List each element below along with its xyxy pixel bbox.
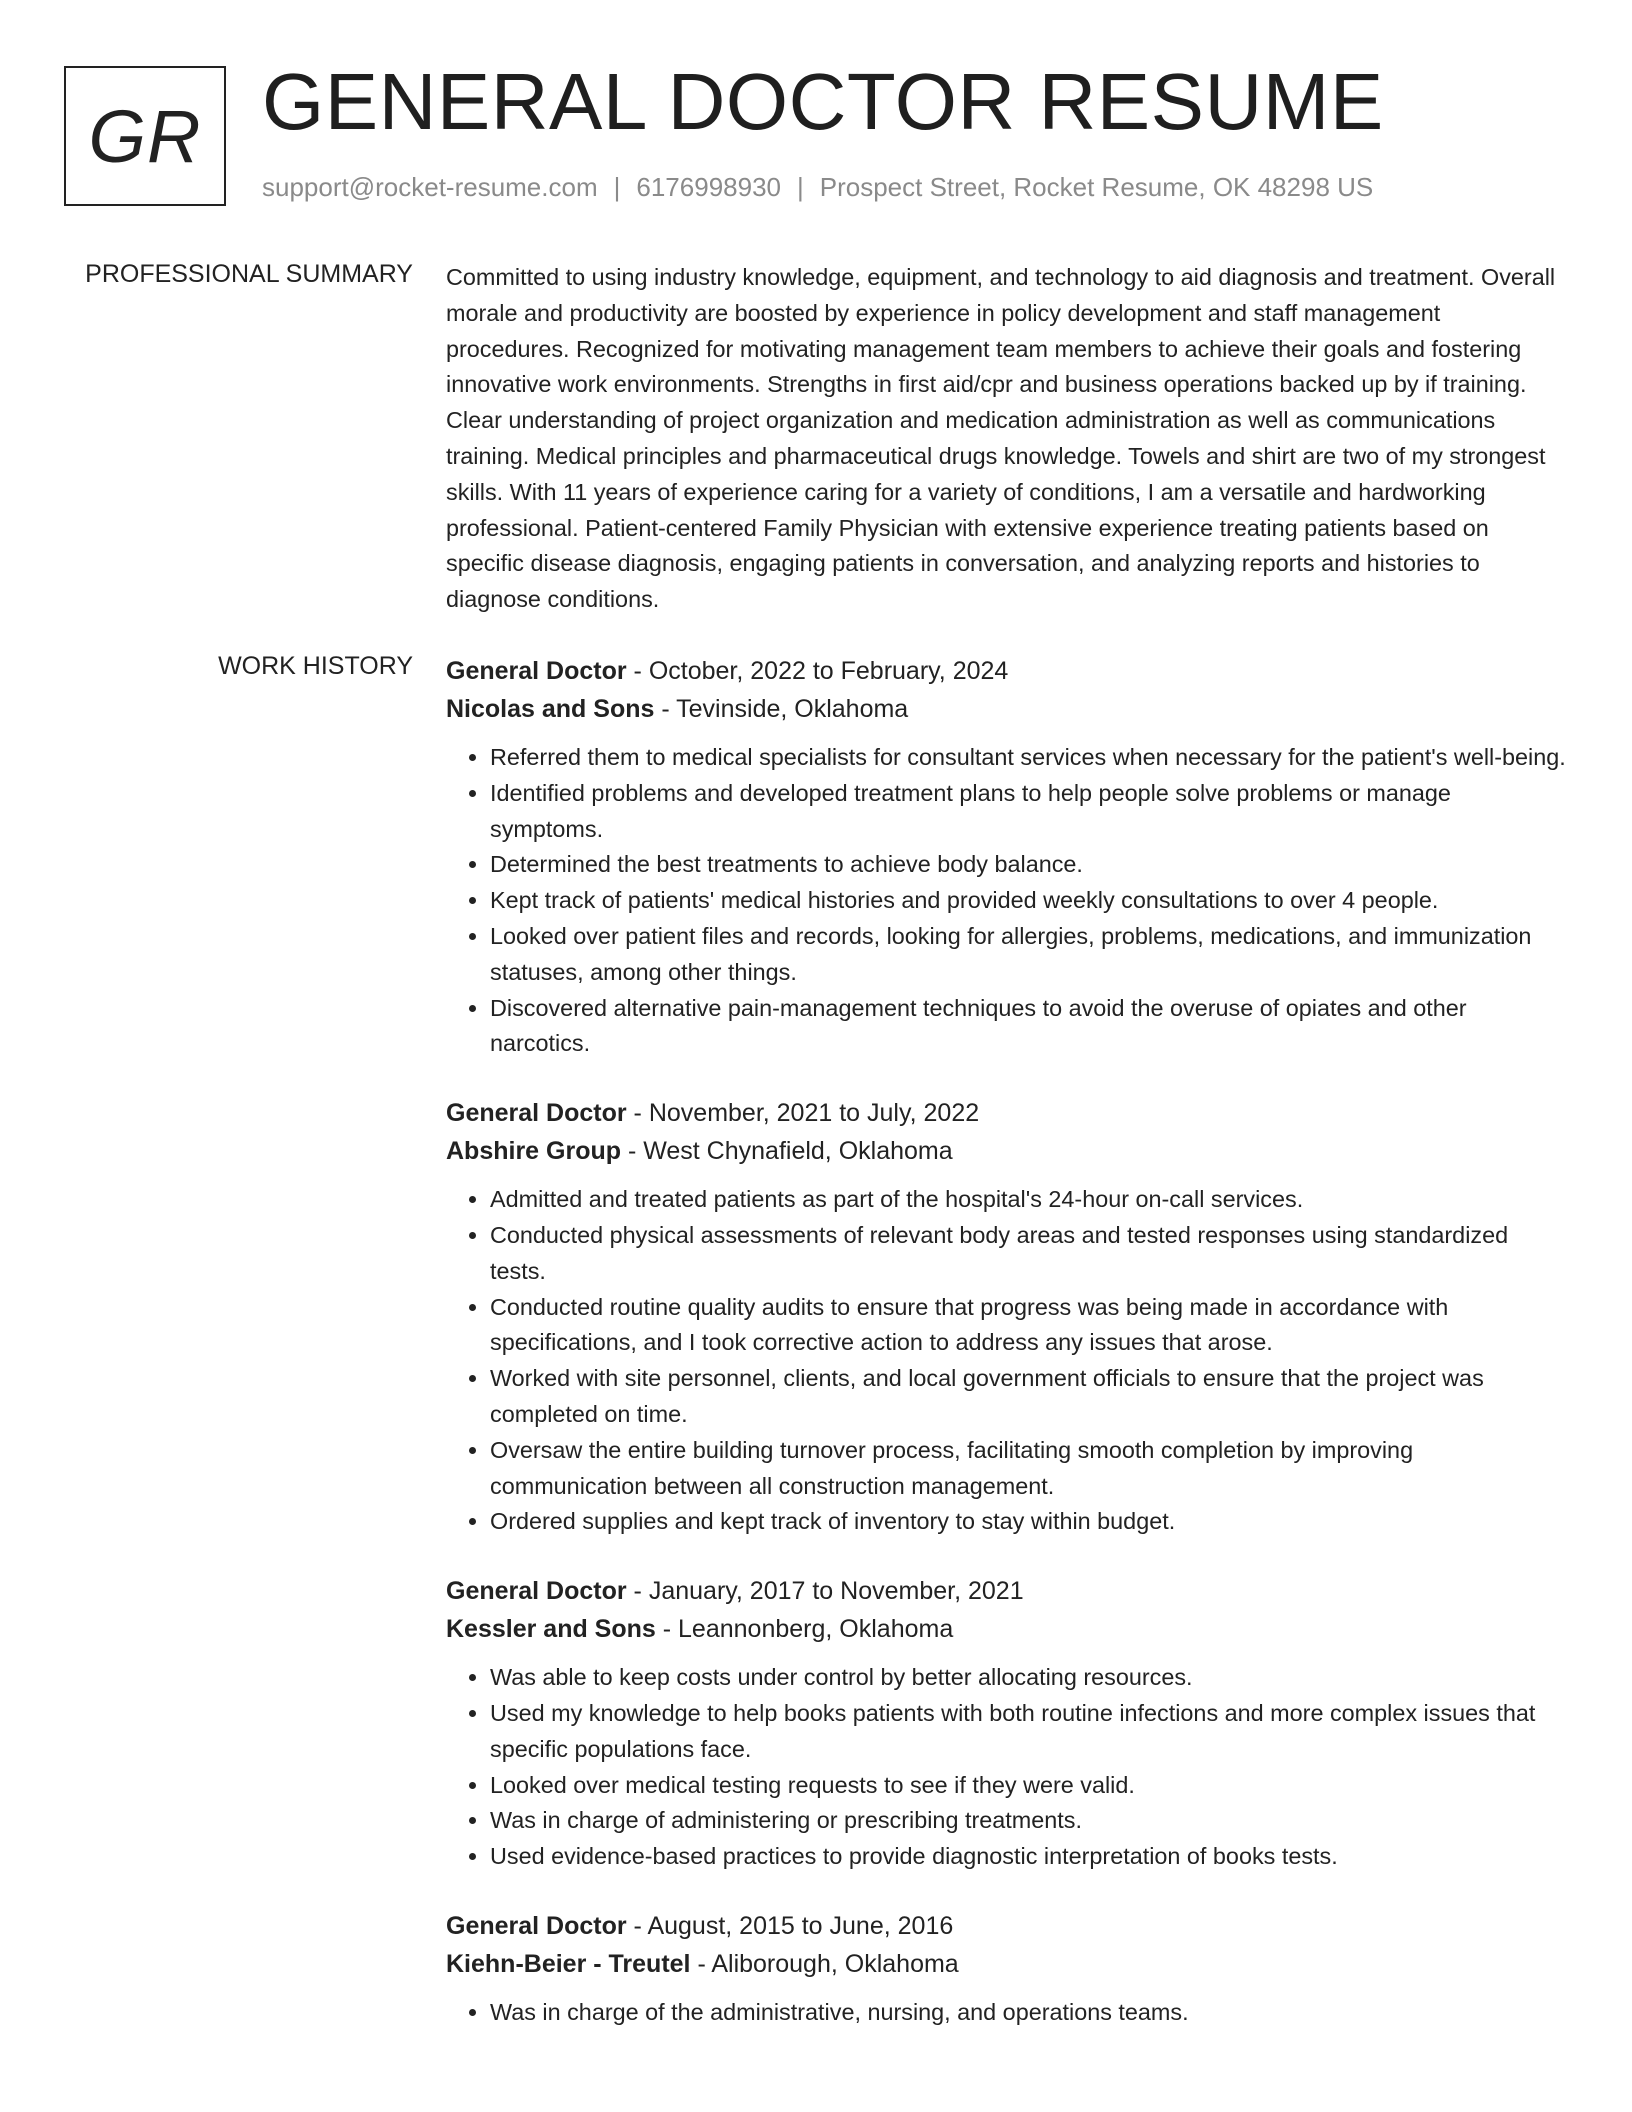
job-company: Kiehn-Beier - Treutel <box>446 1949 691 1978</box>
monogram-initials: GR <box>88 94 202 178</box>
job-title-line <box>446 1907 1568 1945</box>
job-location: - West Chynafield, Oklahoma <box>621 1137 953 1166</box>
summary-heading: PROFESSIONAL SUMMARY <box>85 260 413 288</box>
job-company: Nicolas and Sons <box>446 695 655 723</box>
job-title-line <box>446 1572 1568 1610</box>
job-bullet: • Identified problems and developed treatment plans to help people solve problems or manage symptoms. <box>490 776 1568 848</box>
job-bullet: • Used evidence-based practices to provide diagnostic interpretation of books tests. <box>490 1839 1568 1875</box>
job-title-line <box>446 1094 1568 1132</box>
job-title: General Doctor <box>446 1577 627 1606</box>
job-title-line <box>446 652 1568 690</box>
job-bullet: • Was able to keep costs under control by better allocating resources. <box>490 1660 1568 1696</box>
job-bullet: • Discovered alternative pain-management techniques to avoid the overuse of opiates and other narcotics. <box>490 991 1568 1063</box>
job-bullets <box>446 1660 1568 1875</box>
job-bullet: • Conducted routine quality audits to ensure that progress was being made in accordance with specifications, and I took corrective action to address any issues that arose. <box>490 1290 1568 1362</box>
job-list <box>446 652 1568 2063</box>
job-title: General Doctor <box>446 1099 627 1128</box>
job-dates: - November, 2021 to July, 2022 <box>626 1099 980 1128</box>
job-bullets <box>446 1995 1568 2031</box>
contact-email[interactable]: support@rocket-resume.com <box>262 172 598 202</box>
job-bullet: • Worked with site personnel, clients, and local government officials to ensure that the project was completed on time. <box>490 1361 1568 1433</box>
job-bullet: • Determined the best treatments to achieve body balance. <box>490 847 1568 883</box>
job-bullet: • Used my knowledge to help books patients with both routine infections and more complex issues that specific populations face. <box>490 1696 1568 1768</box>
job-entry <box>446 1094 1568 1540</box>
job-title: General Doctor <box>446 657 627 685</box>
job-bullet: • Was in charge of administering or prescribing treatments. <box>490 1803 1568 1839</box>
contact-phone[interactable]: 6176998930 <box>636 172 781 202</box>
resume-title: GENERAL DOCTOR RESUME <box>262 57 1384 146</box>
job-bullet: • Ordered supplies and kept track of inventory to stay within budget. <box>490 1504 1568 1540</box>
work-history-heading: WORK HISTORY <box>218 652 413 680</box>
job-bullet: • Admitted and treated patients as part of the hospital's 24-hour on-call services. <box>490 1182 1568 1218</box>
job-bullet: • Conducted physical assessments of relevant body areas and tested responses using standardized tests. <box>490 1218 1568 1290</box>
job-entry <box>446 652 1568 1062</box>
job-bullet: • Referred them to medical specialists for consultant services when necessary for the patient's well-being. <box>490 740 1568 776</box>
job-location: - Leannonberg, Oklahoma <box>655 1615 954 1644</box>
job-company: Kessler and Sons <box>446 1615 656 1644</box>
job-bullet: • Looked over medical testing requests to see if they were valid. <box>490 1768 1568 1804</box>
job-company-line <box>446 690 1568 728</box>
job-location: - Tevinside, Oklahoma <box>654 695 909 723</box>
contact-address: Prospect Street, Rocket Resume, OK 48298 US <box>819 172 1374 202</box>
contact-separator: | <box>613 172 621 202</box>
job-dates: - January, 2017 to November, 2021 <box>626 1577 1024 1606</box>
job-bullets <box>446 740 1568 1062</box>
job-entry <box>446 1572 1568 1875</box>
contact-separator: | <box>797 172 804 202</box>
job-bullets <box>446 1182 1568 1540</box>
job-bullet: • Kept track of patients' medical histories and provided weekly consultations to over 4 people. <box>490 883 1568 919</box>
job-dates: - August, 2015 to June, 2016 <box>626 1911 954 1940</box>
summary-text: Committed to using industry knowledge, equipment, and technology to aid diagnosis and treatment. Overall morale and productivity are boosted by experience in policy development and staff management procedures. Recognized for motivating management team members to achieve their goals and fostering innovative work environments. Strengths in first aid/cpr and business operations backed up by if training. Clear understanding of project organization and medication administration as well as communications training. Medical principles and pharmaceutical drugs knowledge. Towels and shirt are two of my strongest skills. With 11 years of experience caring for a variety of conditions, I am a versatile and hardworking professional. Patient-centered Family Physician with extensive experience treating patients based on specific disease diagnosis, engaging patients in conversation, and analyzing reports and histories to diagnose conditions. <box>446 264 1556 613</box>
job-company-line <box>446 1132 1568 1170</box>
job-company: Abshire Group <box>446 1137 622 1166</box>
job-dates: - October, 2022 to February, 2024 <box>626 657 1009 685</box>
job-company-line <box>446 1945 1568 1983</box>
job-title: General Doctor <box>446 1911 627 1940</box>
job-location: - Aliborough, Oklahoma <box>690 1949 959 1978</box>
job-company-line <box>446 1610 1568 1648</box>
job-bullet: • Oversaw the entire building turnover process, facilitating smooth completion by improving communication between all construction management. <box>490 1433 1568 1505</box>
monogram-box <box>64 66 226 206</box>
contact-line <box>262 172 1373 203</box>
job-bullet: • Looked over patient files and records, looking for allergies, problems, medications, and immunization statuses, among other things. <box>490 919 1568 991</box>
job-bullet: • Was in charge of the administrative, nursing, and operations teams. <box>490 1995 1568 2031</box>
job-entry <box>446 1907 1568 2031</box>
